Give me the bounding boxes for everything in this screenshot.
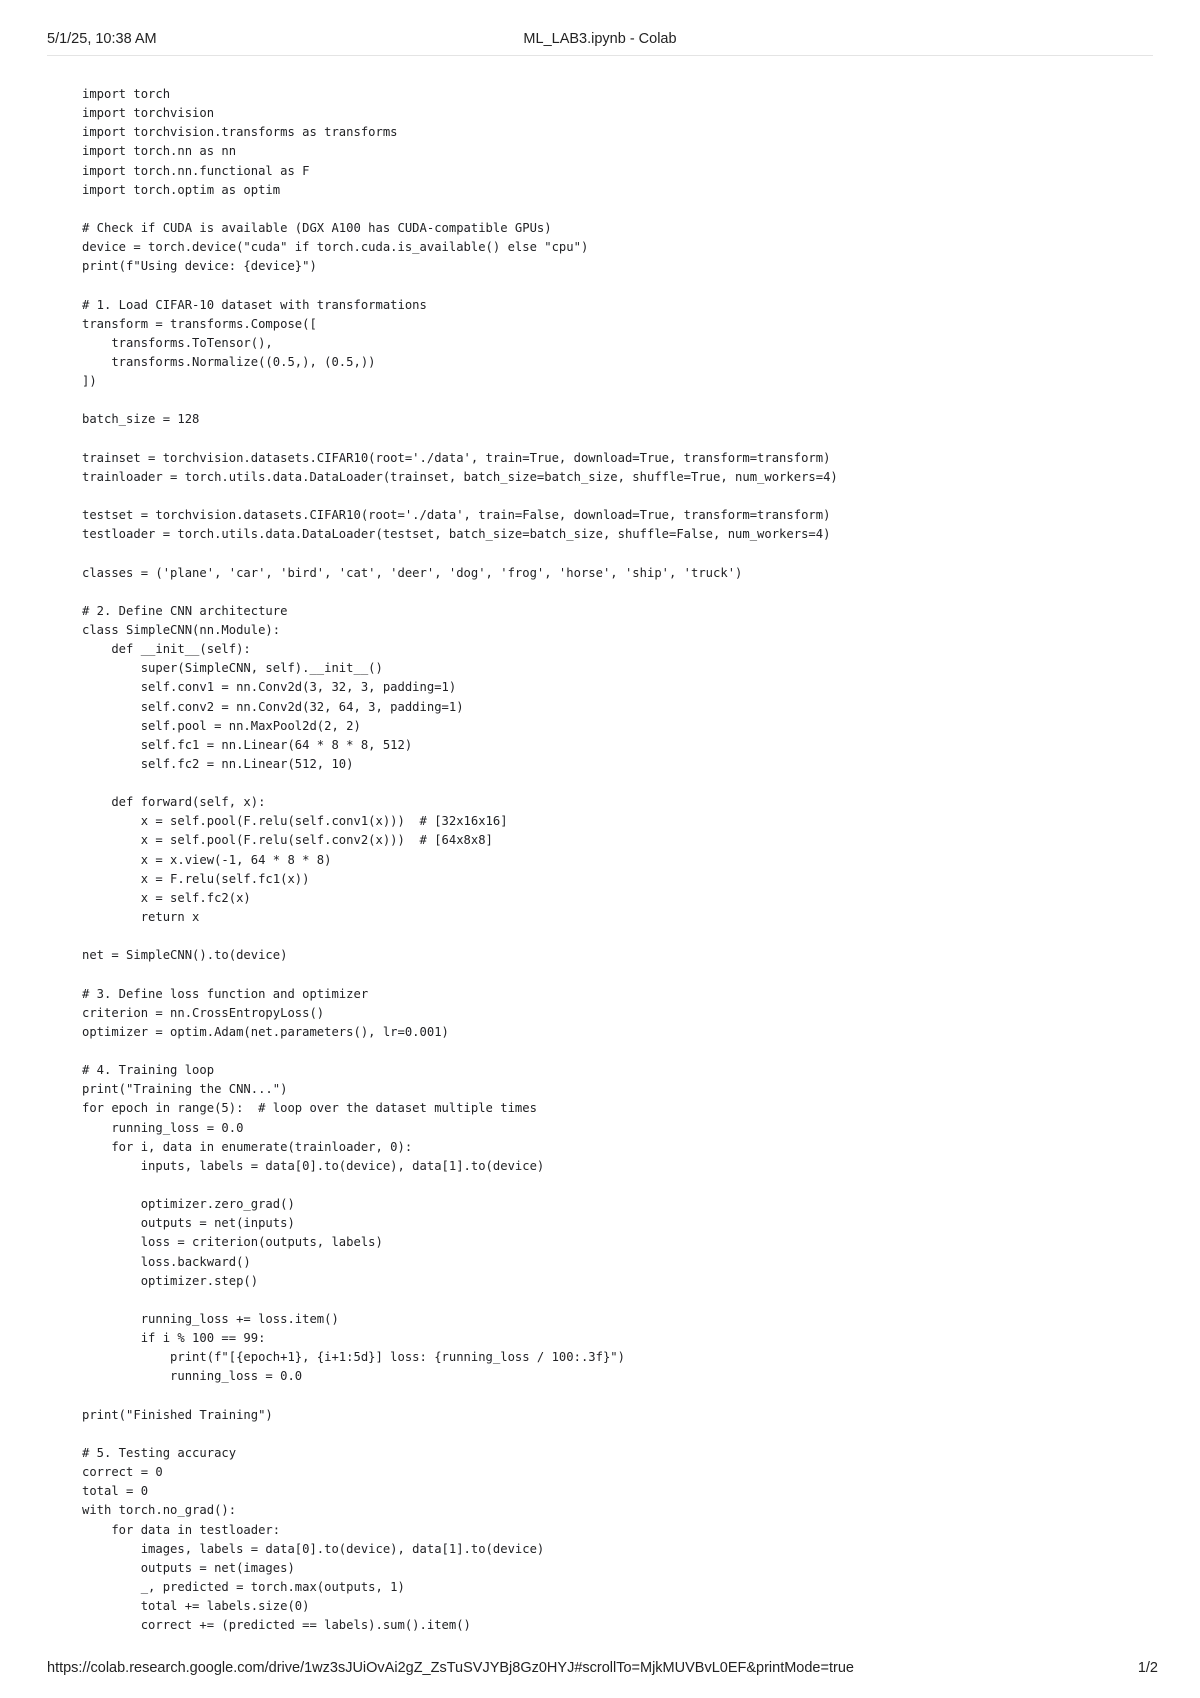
- code-line: # 4. Training loop: [82, 1063, 215, 1078]
- code-line: ]): [82, 374, 97, 389]
- code-blank-line: [82, 487, 1142, 506]
- code-line: x = self.pool(F.relu(self.conv2(x))) # [64x8x8]: [82, 833, 493, 848]
- code-blank-line: [82, 391, 1142, 410]
- code-blank-line: [82, 927, 1142, 946]
- code-line: outputs = net(inputs): [82, 1216, 295, 1231]
- code-line: loss = criterion(outputs, labels): [82, 1235, 383, 1250]
- code-blank-line: [82, 544, 1142, 563]
- code-line: optimizer.zero_grad(): [82, 1197, 295, 1212]
- code-line: print(f"Using device: {device}"): [82, 259, 317, 274]
- code-blank-line: [82, 1291, 1142, 1310]
- code-line: print("Finished Training"): [82, 1407, 273, 1422]
- code-line: net = SimpleCNN().to(device): [82, 948, 288, 963]
- code-line: super(SimpleCNN, self).__init__(): [82, 661, 383, 676]
- code-line: trainset = torchvision.datasets.CIFAR10(root='./data', train=True, download=True, transform=transform): [82, 450, 831, 465]
- code-line: # Check if CUDA is available (DGX A100 has CUDA-compatible GPUs): [82, 220, 552, 235]
- code-line: x = F.relu(self.fc1(x)): [82, 871, 310, 886]
- code-line: for data in testloader:: [82, 1522, 281, 1537]
- code-line: self.conv1 = nn.Conv2d(3, 32, 3, padding=1): [82, 680, 457, 695]
- code-line: import torch.optim as optim: [82, 182, 281, 197]
- code-line: transforms.ToTensor(),: [82, 335, 273, 350]
- page-title: ML_LAB3.ipynb - Colab: [523, 31, 677, 47]
- code-line: total += labels.size(0): [82, 1599, 310, 1614]
- page-url: https://colab.research.google.com/drive/1wz3sJUiOvAi2gZ_ZsTuSVJYBj8Gz0HYJ#scrollTo=MjkMUVBvL0EF&printMode=true: [47, 1660, 854, 1676]
- code-line: inputs, labels = data[0].to(device), data[1].to(device): [82, 1158, 545, 1173]
- code-line: self.conv2 = nn.Conv2d(32, 64, 3, padding=1): [82, 699, 464, 714]
- code-blank-line: [82, 965, 1142, 984]
- code-line: total = 0: [82, 1484, 149, 1499]
- code-line: optimizer.step(): [82, 1273, 259, 1288]
- code-line: for i, data in enumerate(trainloader, 0):: [82, 1139, 413, 1154]
- code-line: optimizer = optim.Adam(net.parameters(), lr=0.001): [82, 1024, 449, 1039]
- code-line: self.fc2 = nn.Linear(512, 10): [82, 756, 354, 771]
- code-line: x = x.view(-1, 64 * 8 * 8): [82, 852, 332, 867]
- code-line: classes = ('plane', 'car', 'bird', 'cat', 'deer', 'dog', 'frog', 'horse', 'ship', 'truck'): [82, 565, 743, 580]
- code-line: import torch.nn as nn: [82, 144, 237, 159]
- code-line: correct = 0: [82, 1465, 163, 1480]
- print-datetime: 5/1/25, 10:38 AM: [47, 31, 157, 47]
- code-line: testset = torchvision.datasets.CIFAR10(root='./data', train=False, download=True, transform=transform): [82, 508, 831, 523]
- code-line: import torchvision.transforms as transforms: [82, 125, 398, 140]
- code-line: correct += (predicted == labels).sum().item(): [82, 1618, 471, 1633]
- code-line: # 5. Testing accuracy: [82, 1445, 237, 1460]
- page-number: 1/2: [1137, 1660, 1158, 1676]
- code-line: import torch: [82, 87, 171, 101]
- code-block: [82, 85, 1142, 1635]
- code-line: for epoch in range(5): # loop over the dataset multiple times: [82, 1101, 537, 1116]
- code-cell: [82, 85, 1142, 1635]
- code-line: # 3. Define loss function and optimizer: [82, 986, 369, 1001]
- code-blank-line: [82, 276, 1142, 295]
- header-divider: [47, 55, 1153, 56]
- code-line: loss.backward(): [82, 1254, 251, 1269]
- code-line: batch_size = 128: [82, 412, 200, 427]
- code-line: device = torch.device("cuda" if torch.cuda.is_available() else "cpu"): [82, 240, 589, 255]
- code-blank-line: [82, 200, 1142, 219]
- code-line: self.fc1 = nn.Linear(64 * 8 * 8, 512): [82, 737, 413, 752]
- code-line: import torchvision: [82, 106, 215, 121]
- code-line: class SimpleCNN(nn.Module):: [82, 622, 281, 637]
- code-blank-line: [82, 1042, 1142, 1061]
- code-line: x = self.pool(F.relu(self.conv1(x))) # [32x16x16]: [82, 814, 508, 829]
- code-line: if i % 100 == 99:: [82, 1331, 266, 1346]
- code-line: _, predicted = torch.max(outputs, 1): [82, 1579, 405, 1594]
- code-line: # 1. Load CIFAR-10 dataset with transformations: [82, 297, 427, 312]
- code-line: def forward(self, x):: [82, 795, 266, 810]
- code-line: transform = transforms.Compose([: [82, 316, 317, 331]
- code-line: print(f"[{epoch+1}, {i+1:5d}] loss: {running_loss / 100:.3f}"): [82, 1350, 625, 1365]
- code-line: running_loss = 0.0: [82, 1120, 244, 1135]
- code-line: x = self.fc2(x): [82, 890, 251, 905]
- code-line: running_loss += loss.item(): [82, 1312, 339, 1326]
- code-blank-line: [82, 430, 1142, 449]
- code-line: testloader = torch.utils.data.DataLoader(testset, batch_size=batch_size, shuffle=False, num_workers=4): [82, 527, 831, 542]
- code-blank-line: [82, 1176, 1142, 1195]
- code-line: trainloader = torch.utils.data.DataLoader(trainset, batch_size=batch_size, shuffle=True, num_workers=4): [82, 469, 838, 484]
- code-line: def __init__(self):: [82, 642, 251, 657]
- code-line: return x: [82, 910, 200, 925]
- code-blank-line: [82, 583, 1142, 602]
- code-blank-line: [82, 1425, 1142, 1444]
- code-line: # 2. Define CNN architecture: [82, 603, 288, 618]
- code-line: transforms.Normalize((0.5,), (0.5,)): [82, 354, 376, 369]
- code-line: import torch.nn.functional as F: [82, 163, 310, 178]
- code-line: outputs = net(images): [82, 1560, 295, 1575]
- code-line: print("Training the CNN..."): [82, 1082, 288, 1097]
- code-line: images, labels = data[0].to(device), data[1].to(device): [82, 1541, 545, 1556]
- code-line: self.pool = nn.MaxPool2d(2, 2): [82, 718, 361, 733]
- code-blank-line: [82, 774, 1142, 793]
- code-line: with torch.no_grad():: [82, 1503, 237, 1518]
- code-blank-line: [82, 1387, 1142, 1406]
- code-line: criterion = nn.CrossEntropyLoss(): [82, 1005, 325, 1020]
- code-line: running_loss = 0.0: [82, 1369, 303, 1384]
